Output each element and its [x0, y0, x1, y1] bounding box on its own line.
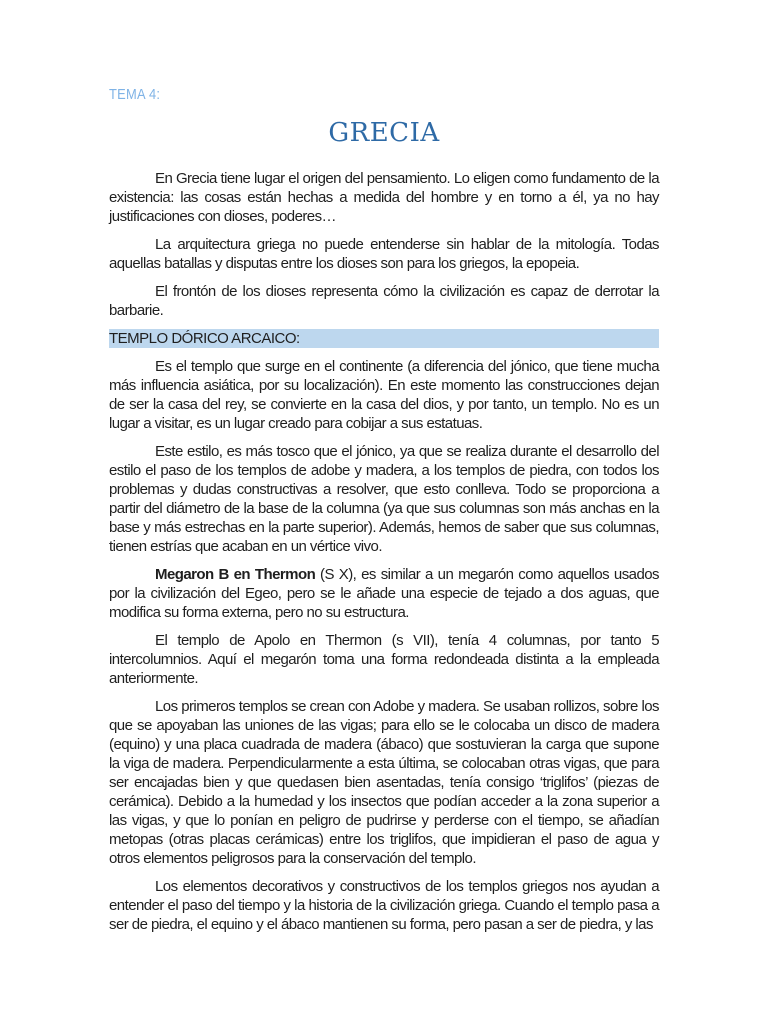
section-paragraph-4: El templo de Apolo en Thermon (s VII), tenía 4 columnas, por tanto 5 intercolumnios. Aquí el megarón toma una forma redondeada distinta a la empleada anteriormente. — [109, 632, 659, 687]
topic-label: TEMA 4: — [109, 86, 161, 103]
intro-paragraph-2: La arquitectura griega no puede entenderse sin hablar de la mitología. Todas aquellas batallas y disputas entre los dioses son para los griegos, la epopeia. — [109, 236, 659, 272]
section-paragraph-2: Este estilo, es más tosco que el jónico, ya que se realiza durante el desarrollo del estilo el paso de los templos de adobe y madera, a los templos de piedra, con todos los problemas y dudas constructivas a resolver, que esto conlleva. Todo se proporciona a partir del diámetro de la base de la columna (ya que sus columnas son más anchas en la base y más estrechas en la parte superior). Además, hemos de saber que sus columnas, tienen estrías que acaban en un vértice vivo. — [109, 443, 659, 555]
section-paragraph-1: Es el templo que surge en el continente (a diferencia del jónico, que tiene mucha más influencia asiática, por su localización). En este momento las construcciones dejan de ser la casa del rey, se convierte en la casa del dios, y por tanto, un templo. No es un lugar a visitar, es un lugar creado para cobijar a sus estatuas. — [109, 358, 659, 432]
section-paragraph-3 — [109, 565, 659, 622]
page-title: GRECIA — [328, 118, 440, 148]
document-body — [109, 169, 659, 943]
megaron-term: Megaron B en Thermon — [155, 566, 316, 583]
section-heading-doric: TEMPLO DÓRICO ARCAICO: — [109, 329, 659, 348]
intro-paragraph-3: El frontón de los dioses representa cómo la civilización es capaz de derrotar la barbarie. — [109, 283, 659, 319]
section-paragraph-5: Los primeros templos se crean con Adobe y madera. Se usaban rollizos, sobre los que se apoyaban las uniones de las vigas; para ello se le colocaba un disco de madera (equino) y una placa cuadrada de madera (ábaco) que sostuvieran la carga que supone la viga de madera. Perpendicularmente a esta última, se colocaban otras vigas, que para ser encajadas bien y que quedasen bien asentadas, tenía consigo ‘triglifos’ (piezas de cerámica). Debido a la humedad y los insectos que podían acceder a la zona superior a las vigas, y que lo ponían en peligro de pudrirse y perderse con el tiempo, se añadían metopas (otras placas cerámicas) entre los triglifos, que impidieran el paso de agua y otros elementos peligrosos para la conservación del templo. — [109, 698, 659, 867]
intro-paragraph-1: En Grecia tiene lugar el origen del pensamiento. Lo eligen como fundamento de la existencia: las cosas están hechas a medida del hombre y en torno a él, ya no hay justificaciones con dioses, poderes… — [109, 170, 659, 225]
section-paragraph-6: Los elementos decorativos y constructivos de los templos griegos nos ayudan a entender el paso del tiempo y la historia de la civilización griega. Cuando el templo pasa a ser de piedra, el equino y el ábaco mantienen su forma, pero pasan a ser de piedra, y las — [109, 878, 659, 933]
section-paragraph-3-text: (S X), es similar a un megarón como aquellos usados por la civilización del Egeo, pero se le añade una especie de tejado a dos aguas, que modifica su forma externa, pero no su estructura. — [109, 566, 659, 621]
